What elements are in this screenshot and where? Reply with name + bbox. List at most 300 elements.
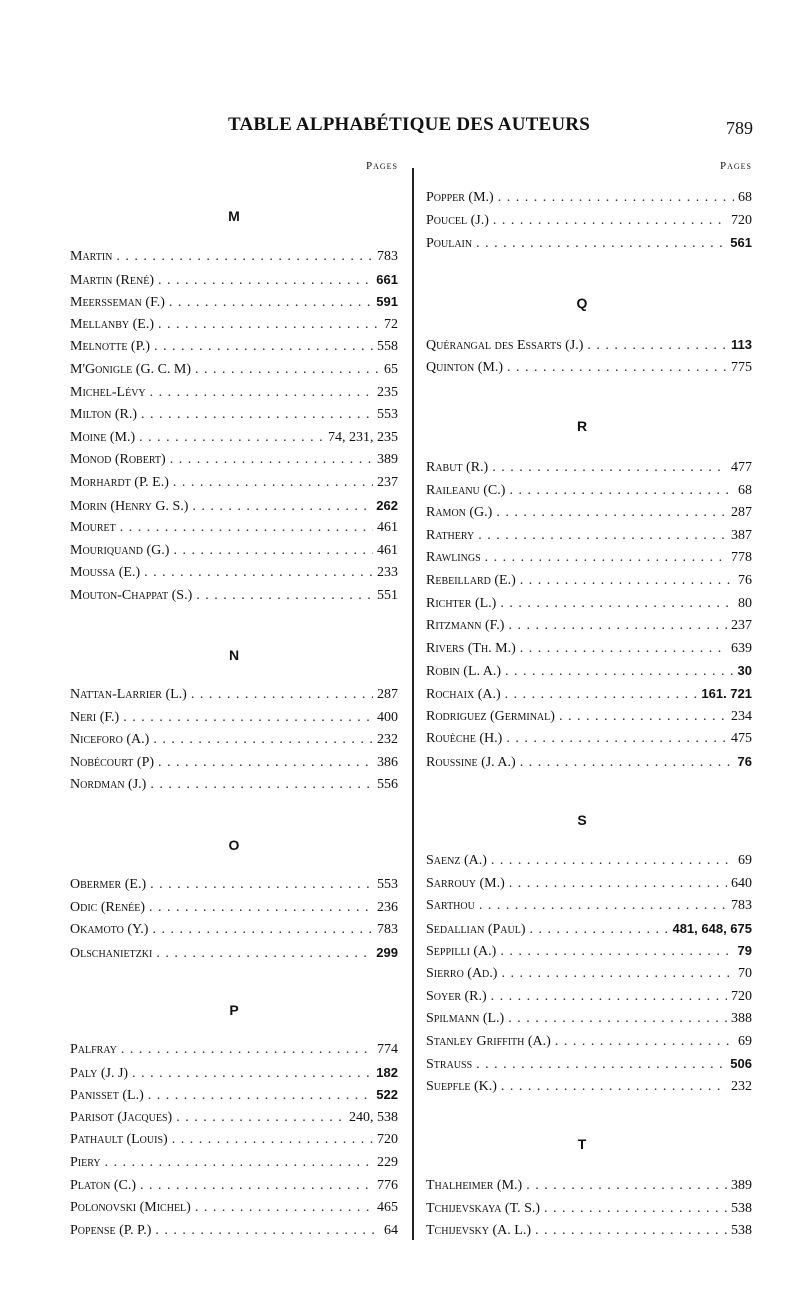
- leader-dots: [150, 777, 373, 793]
- page-ref: 76: [737, 753, 752, 769]
- page-ref: 232: [377, 732, 398, 748]
- author-name: Sarthou: [426, 898, 475, 914]
- leader-dots: [520, 573, 734, 589]
- leader-dots: [196, 588, 373, 604]
- author-name: Niceforo (A.): [70, 732, 150, 748]
- page-ref: 69: [738, 1033, 752, 1049]
- author-name: Polonovski (Michel): [70, 1200, 191, 1216]
- author-name: Sedallian (Paul): [426, 921, 526, 937]
- index-entry: [70, 588, 398, 610]
- section-letter: N: [228, 647, 240, 663]
- index-entry: [426, 663, 752, 685]
- index-entry: [70, 710, 398, 732]
- page-ref: 80: [738, 595, 752, 611]
- leader-dots: [172, 1132, 373, 1148]
- page-ref: 461: [377, 520, 398, 536]
- index-entry: [426, 483, 752, 505]
- leader-dots: [493, 213, 727, 229]
- page-ref: 262: [376, 497, 398, 513]
- author-name: Martin (René): [70, 272, 154, 288]
- index-entry: [70, 945, 398, 967]
- leader-dots: [507, 360, 727, 376]
- leader-dots: [500, 944, 733, 960]
- leader-dots: [150, 877, 373, 893]
- page-references: [377, 922, 398, 938]
- author-name: Popense (P. P.): [70, 1222, 152, 1238]
- index-entry: [70, 877, 398, 899]
- index-entry: [426, 966, 752, 988]
- page-references: [376, 1065, 398, 1082]
- page-ref: 661: [376, 271, 398, 287]
- page-ref: 387: [731, 527, 752, 543]
- page-references: [377, 1042, 398, 1058]
- leader-dots: [520, 755, 734, 771]
- index-entry: [70, 900, 398, 922]
- index-entry: [426, 731, 752, 753]
- leader-dots: [526, 1178, 727, 1194]
- leader-dots: [120, 520, 373, 536]
- index-entry: [70, 777, 398, 799]
- author-name: Parisot (Jacques): [70, 1109, 173, 1125]
- leader-dots: [116, 249, 373, 265]
- page-references: [731, 1223, 752, 1239]
- leader-dots: [491, 853, 734, 869]
- leader-dots: [195, 362, 380, 378]
- page-ref: 477: [731, 460, 752, 475]
- section-letter: R: [576, 418, 588, 434]
- author-name: Strauss: [426, 1057, 473, 1073]
- page-ref: 287: [731, 505, 752, 521]
- author-name: Mouton-Chappat (S.): [70, 588, 193, 603]
- page-references: [376, 272, 398, 289]
- page-ref: 30: [737, 663, 752, 679]
- index-entry: [70, 407, 398, 429]
- page-ref: 553: [377, 407, 398, 423]
- index-entry: [426, 1201, 752, 1223]
- author-name: Martin: [70, 249, 113, 264]
- index-entry: [70, 1200, 398, 1222]
- leader-dots: [520, 641, 727, 657]
- author-name: Neri (F.): [70, 709, 120, 725]
- index-entry: [70, 543, 398, 565]
- page-ref: 234: [731, 708, 752, 724]
- index-entry: [426, 360, 752, 382]
- page-references: [731, 550, 752, 566]
- leader-dots: [155, 1223, 380, 1239]
- leader-dots: [501, 1079, 727, 1095]
- page-ref: 68: [738, 482, 752, 498]
- index-entry: [426, 989, 752, 1011]
- author-name: Pathault (Louis): [70, 1132, 168, 1148]
- leader-dots: [530, 922, 669, 938]
- page-references: [738, 483, 752, 499]
- index-entry: [426, 528, 752, 550]
- page-references: [377, 900, 398, 916]
- leader-dots: [192, 499, 372, 515]
- index-entry: [70, 294, 398, 316]
- page-references: [738, 754, 752, 771]
- page-references: [376, 498, 398, 515]
- page-ref: 783: [377, 249, 398, 264]
- index-entry: [70, 385, 398, 407]
- author-name: Soyer (R.): [426, 988, 487, 1004]
- author-name: Sarrouy (M.): [426, 875, 505, 891]
- page-ref: 79: [737, 943, 752, 959]
- page-ref: 783: [377, 922, 398, 938]
- author-name: Odic (Renée): [70, 899, 146, 915]
- index-entry: [426, 550, 752, 572]
- page-references: [377, 452, 398, 468]
- page-ref: 386: [377, 754, 398, 770]
- author-name: Okamoto (Y.): [70, 922, 149, 938]
- index-entry: [426, 1178, 752, 1200]
- page-references: [377, 1155, 398, 1171]
- index-entry: [426, 876, 752, 898]
- author-name: Robin (L. A.): [426, 664, 501, 680]
- page-references: [384, 362, 398, 378]
- leader-dots: [123, 710, 373, 726]
- page-references: [672, 921, 752, 938]
- page-references: [731, 641, 752, 657]
- author-name: Olschanietzki: [70, 945, 153, 961]
- index-entry: [426, 1223, 752, 1245]
- page-ref: 240,: [349, 1109, 377, 1125]
- leader-dots: [148, 1088, 373, 1104]
- index-entry: [426, 573, 752, 595]
- page-references: [731, 213, 752, 229]
- leader-dots: [158, 755, 373, 771]
- leader-dots: [170, 452, 373, 468]
- page-references: [731, 709, 752, 725]
- leader-dots: [509, 876, 727, 892]
- index-entry: [426, 337, 752, 359]
- page-references: [731, 876, 752, 892]
- author-name: Nobécourt (P): [70, 754, 155, 770]
- leader-dots: [505, 687, 698, 703]
- page-ref: 235: [377, 429, 398, 445]
- leader-dots: [121, 1042, 373, 1058]
- leader-dots: [508, 618, 727, 634]
- index-entry: [426, 686, 752, 708]
- index-entry: [426, 235, 752, 257]
- author-name: Moussa (E.): [70, 565, 141, 581]
- page-ref: 389: [377, 452, 398, 468]
- column-divider: [412, 168, 414, 1240]
- page-ref: 237: [731, 618, 752, 634]
- page-references: [738, 663, 752, 680]
- leader-dots: [509, 483, 734, 499]
- page-references: [731, 528, 752, 544]
- author-name: Rouèche (H.): [426, 731, 503, 747]
- author-name: Tchijevsky (A. L.): [426, 1223, 531, 1239]
- index-entry: [70, 922, 398, 944]
- page-references: [377, 1200, 398, 1216]
- author-name: Thalheimer (M.): [426, 1178, 523, 1193]
- leader-dots: [176, 1110, 345, 1126]
- leader-dots: [150, 385, 373, 401]
- index-entry: [70, 452, 398, 474]
- leader-dots: [478, 528, 727, 544]
- page-ref: 299: [376, 944, 398, 960]
- page-ref: 182: [376, 1064, 398, 1080]
- author-name: Michel-Lévy: [70, 384, 146, 400]
- leader-dots: [152, 922, 373, 938]
- page-ref: 65: [384, 362, 398, 377]
- section-letter: S: [577, 812, 587, 828]
- leader-dots: [485, 550, 727, 566]
- author-name: Paly (J. J): [70, 1065, 129, 1081]
- page-ref: 675: [730, 920, 752, 936]
- page-references: [731, 505, 752, 521]
- author-name: Moine (M.): [70, 429, 136, 445]
- page-ref: 776: [377, 1177, 398, 1193]
- page-references: [377, 475, 398, 491]
- leader-dots: [505, 664, 734, 680]
- index-entry: [426, 641, 752, 663]
- leader-dots: [559, 709, 727, 725]
- section-letter: M: [228, 208, 240, 224]
- page-ref: 233: [377, 565, 398, 581]
- page-references: [384, 317, 398, 333]
- leader-dots: [144, 565, 373, 581]
- author-name: Poulain: [426, 236, 473, 252]
- index-entry: [426, 853, 752, 875]
- page-references: [377, 1132, 398, 1148]
- author-name: Rebeillard (E.): [426, 573, 516, 588]
- index-entry: [70, 1087, 398, 1109]
- leader-dots: [173, 543, 373, 559]
- author-name: Ramon (G.): [426, 505, 493, 521]
- page-references: [731, 989, 752, 1005]
- page-references: [377, 877, 398, 893]
- page-references: [377, 520, 398, 536]
- page-ref: 161.: [701, 686, 731, 701]
- leader-dots: [140, 1178, 373, 1194]
- page-ref: 522: [376, 1087, 398, 1103]
- page-ref: 720: [377, 1132, 398, 1148]
- page-ref: 778: [731, 550, 752, 566]
- leader-dots: [158, 317, 380, 333]
- author-name: Tchijevskaya (T. S.): [426, 1200, 541, 1216]
- page-references: [377, 755, 398, 771]
- page-references: [731, 460, 752, 476]
- author-name: Melnotte (P.): [70, 339, 150, 355]
- page-references: [377, 777, 398, 793]
- page-ref: 558: [377, 339, 398, 355]
- page-header: [0, 114, 800, 144]
- leader-dots: [492, 460, 727, 476]
- index-entry: [426, 898, 752, 920]
- index-entry: [426, 1011, 752, 1033]
- page-ref: 640: [731, 875, 752, 891]
- index-entry: [70, 339, 398, 361]
- index-entry: [426, 1056, 752, 1078]
- page-references: [377, 339, 398, 355]
- page-ref: 113: [731, 337, 752, 352]
- page-references: [731, 337, 752, 354]
- author-name: Suepfle (K.): [426, 1079, 497, 1094]
- page-references: [738, 190, 752, 206]
- index-entry: [426, 921, 752, 943]
- leader-dots: [105, 1155, 373, 1171]
- index-entry: [70, 1223, 398, 1245]
- page-ref: 639: [731, 640, 752, 656]
- page-references: [738, 596, 752, 612]
- page-ref: 720: [731, 988, 752, 1004]
- page-references: [349, 1110, 398, 1126]
- page-references: [731, 1201, 752, 1217]
- page-references: [377, 588, 398, 604]
- author-name: Mellanby (E.): [70, 316, 154, 332]
- leader-dots: [173, 475, 373, 491]
- leader-dots: [479, 898, 727, 914]
- page-ref: 720: [731, 212, 752, 228]
- index-entry: [70, 732, 398, 754]
- index-entry: [70, 498, 398, 520]
- leader-dots: [191, 687, 373, 703]
- author-name: Meersseman (F.): [70, 295, 165, 311]
- leader-dots: [141, 407, 373, 423]
- page-ref: 553: [377, 877, 398, 892]
- page-ref: 229: [377, 1155, 398, 1170]
- author-name: Richter (L.): [426, 595, 497, 611]
- index-entry: [426, 618, 752, 640]
- page-ref: 70: [738, 966, 752, 981]
- author-name: Spilmann (L.): [426, 1011, 505, 1027]
- leader-dots: [508, 1011, 727, 1027]
- page-ref: 237: [377, 475, 398, 490]
- leader-dots: [491, 989, 727, 1005]
- page-ref: 236: [377, 899, 398, 915]
- author-name: Roussine (J. A.): [426, 754, 516, 770]
- index-entry: [426, 754, 752, 776]
- index-entry: [426, 596, 752, 618]
- index-entry: [70, 362, 398, 384]
- index-entry: [70, 1178, 398, 1200]
- page-references: [377, 710, 398, 726]
- page-title: TABLE ALPHABÉTIQUE DES AUTEURS: [228, 114, 590, 135]
- section-letter: P: [229, 1002, 239, 1018]
- index-entry: [426, 190, 752, 212]
- author-name: Milton (R.): [70, 407, 138, 423]
- page-ref: 287: [377, 687, 398, 702]
- leader-dots: [153, 732, 373, 748]
- index-entry: [70, 430, 398, 452]
- author-name: Mouriquand (G.): [70, 542, 170, 558]
- author-name: Raileanu (C.): [426, 482, 506, 498]
- leader-dots: [476, 236, 726, 252]
- page-ref: 506: [730, 1056, 752, 1072]
- page-ref: 481, 648,: [672, 920, 731, 936]
- author-name: Nattan-Larrier (L.): [70, 687, 187, 702]
- pages-label: Pages: [719, 160, 752, 172]
- author-name: Rochaix (A.): [426, 687, 501, 702]
- author-name: Nordman (J.): [70, 777, 147, 793]
- index-entry: [70, 565, 398, 587]
- index-entry: [70, 687, 398, 709]
- page-ref: 232: [731, 1079, 752, 1094]
- leader-dots: [132, 1066, 372, 1082]
- author-name: Morhardt (P. E.): [70, 475, 169, 490]
- index-entry: [426, 1034, 752, 1056]
- index-entry: [70, 1042, 398, 1064]
- index-entry: [70, 249, 398, 271]
- page-ref: 388: [731, 1011, 752, 1027]
- section-letter: T: [577, 1136, 587, 1152]
- section-letter: Q: [576, 295, 588, 311]
- leader-dots: [544, 1201, 727, 1217]
- index-entry: [70, 1155, 398, 1177]
- page-ref: 774: [377, 1042, 398, 1057]
- index-entry: [70, 1110, 398, 1132]
- page-references: [731, 731, 752, 747]
- leader-dots: [496, 505, 727, 521]
- page-ref: 538: [731, 1223, 752, 1239]
- page-references: [731, 898, 752, 914]
- author-name: Ritzmann (F.): [426, 618, 505, 634]
- page-references: [328, 430, 398, 446]
- page-ref: 461: [377, 542, 398, 558]
- author-name: Rodriguez (Germinal): [426, 708, 555, 724]
- author-name: Piery: [70, 1155, 101, 1170]
- leader-dots: [498, 190, 734, 206]
- index-entry: [426, 709, 752, 731]
- page-references: [377, 249, 398, 265]
- index-entry: [426, 505, 752, 527]
- index-entry: [70, 317, 398, 339]
- page-ref: 538: [377, 1109, 398, 1125]
- leader-dots: [149, 900, 373, 916]
- author-name: Poucel (J.): [426, 212, 489, 228]
- author-name: Morin (Henry G. S.): [70, 498, 189, 514]
- index-entry: [70, 1065, 398, 1087]
- index-entry: [426, 213, 752, 235]
- index-entry: [70, 272, 398, 294]
- index-entry: [426, 943, 752, 965]
- page-ref: 72: [384, 316, 398, 332]
- index-entry: [70, 755, 398, 777]
- page-references: [730, 235, 752, 252]
- page-ref: 68: [738, 190, 752, 205]
- page-references: [377, 407, 398, 423]
- page-references: [377, 543, 398, 559]
- page-ref: 400: [377, 709, 398, 725]
- page-ref: 551: [377, 588, 398, 603]
- author-name: Quérangal des Essarts (J.): [426, 338, 584, 353]
- author-name: Rivers (Th. M.): [426, 640, 516, 656]
- page-ref: 389: [731, 1178, 752, 1193]
- page-references: [738, 573, 752, 589]
- page-references: [377, 1178, 398, 1194]
- index-entry: [70, 475, 398, 497]
- author-name: Palfray: [70, 1042, 117, 1057]
- page-references: [730, 1056, 752, 1073]
- author-name: Monod (Robert): [70, 452, 166, 468]
- page-ref: 556: [377, 777, 398, 793]
- index-entry: [426, 460, 752, 482]
- author-name: Platon (C.): [70, 1177, 137, 1193]
- page-references: [731, 360, 752, 376]
- author-name: Sierro (Ad.): [426, 966, 498, 981]
- leader-dots: [158, 273, 372, 289]
- page-references: [738, 943, 752, 960]
- page-references: [376, 1087, 398, 1104]
- page-references: [377, 732, 398, 748]
- author-name: Panisset (L.): [70, 1088, 144, 1104]
- page-ref: 465: [377, 1200, 398, 1216]
- page-references: [377, 565, 398, 581]
- author-name: Seppilli (A.): [426, 944, 497, 960]
